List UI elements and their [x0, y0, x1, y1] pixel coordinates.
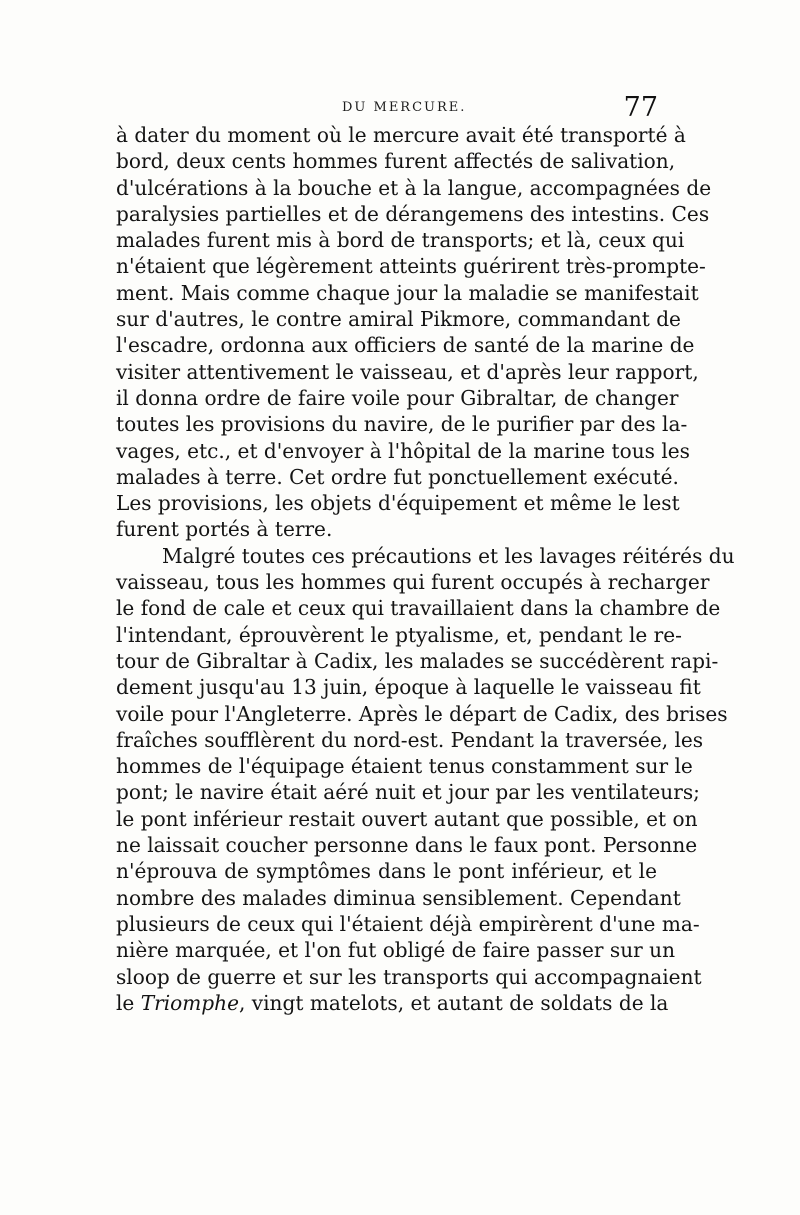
paragraph-end-line: furent portés à terre. [116, 517, 333, 542]
text-line: à dater du moment où le mercure avait été transporté à [116, 123, 686, 147]
text-line: bord, deux cents hommes furent affectés de salivation, [116, 149, 676, 174]
final-line-suffix: , vingt matelots, et autant de soldats de la [239, 990, 669, 1015]
text-line: l'escadre, ordonna aux officiers de santé de la marine de [116, 333, 695, 358]
text-line: n'éprouva de symptômes dans le pont inférieur, et le [116, 859, 657, 884]
text-line: visiter attentivement le vaisseau, et d'après leur rapport, [116, 359, 699, 384]
text-line: toutes les provisions du navire, de le purifier par des la- [116, 412, 688, 437]
ship-name: Triomphe [140, 990, 239, 1015]
text-line: le fond de cale et ceux qui travaillaient dans la chambre de [116, 596, 721, 621]
text-line: sur d'autres, le contre amiral Pikmore, commandant de [116, 307, 681, 332]
text-line: vaisseau, tous les hommes qui furent occupés à recharger [116, 570, 710, 595]
text-line: ment. Mais comme chaque jour la maladie se manifestait [116, 280, 699, 305]
text-line: d'ulcérations à la bouche et à la langue, accompagnées de [116, 175, 712, 200]
paragraph-start-line: Malgré toutes ces précautions et les lavages réitérés du [162, 543, 735, 568]
text-line: fraîches soufflèrent du nord-est. Pendant la traversée, les [116, 727, 704, 752]
text-line: hommes de l'équipage étaient tenus constamment sur le [116, 754, 693, 779]
text-line: il donna ordre de faire voile pour Gibraltar, de changer [116, 385, 679, 410]
final-line-prefix: le [116, 990, 141, 1015]
body-text [116, 122, 735, 1016]
final-text-line [116, 990, 669, 1016]
text-line: pont; le navire était aéré nuit et jour par les ventilateurs; [116, 780, 700, 805]
text-line: l'intendant, éprouvèrent le ptyalisme, et, pendant le re- [116, 622, 682, 647]
text-line: dement jusqu'au 13 juin, époque à laquelle le vaisseau fit [116, 675, 701, 700]
text-line: Les provisions, les objets d'équipement et même le lest [116, 491, 680, 516]
text-line: voile pour l'Angleterre. Après le départ de Cadix, des brises [116, 701, 728, 726]
text-line: malades furent mis à bord de transports; et là, ceux qui [116, 228, 685, 253]
text-line: ne laissait coucher personne dans le faux pont. Personne [116, 833, 698, 858]
text-line: paralysies partielles et de dérangemens des intestins. Ces [116, 201, 710, 226]
text-line: tour de Gibraltar à Cadix, les malades se succédèrent rapi- [116, 648, 719, 673]
running-head: DU MERCURE. [342, 100, 467, 115]
page-number: 77 [623, 92, 658, 123]
text-line: plusieurs de ceux qui l'étaient déjà empirèrent d'une ma- [116, 911, 700, 936]
text-line: malades à terre. Cet ordre fut ponctuellement exécuté. [116, 464, 679, 489]
text-line: nière marquée, et l'on fut obligé de faire passer sur un [116, 938, 676, 963]
text-line: n'étaient que légèrement atteints guérirent très-prompte- [116, 254, 706, 279]
text-line: le pont inférieur restait ouvert autant que possible, et on [116, 806, 698, 831]
text-line: vages, etc., et d'envoyer à l'hôpital de la marine tous les [116, 438, 690, 463]
text-line: nombre des malades diminua sensiblement. Cependant [116, 885, 681, 910]
text-line: sloop de guerre et sur les transports qui accompagnaient [116, 964, 702, 989]
